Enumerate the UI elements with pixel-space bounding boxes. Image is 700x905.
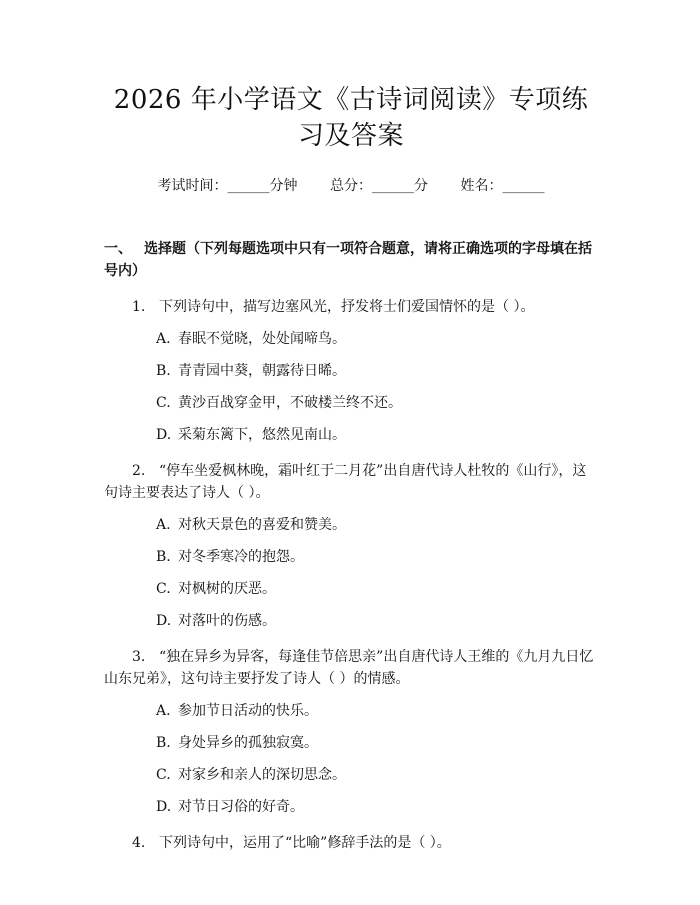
total-score-field: 总分：______分 bbox=[330, 178, 428, 194]
option-text: 参加节日活动的快乐。 bbox=[178, 703, 318, 719]
option-b bbox=[156, 360, 598, 382]
section-heading bbox=[104, 238, 598, 282]
option-letter: D. bbox=[156, 799, 172, 815]
option-letter: C. bbox=[156, 581, 171, 597]
option-letter: A. bbox=[156, 517, 171, 533]
exam-info bbox=[104, 176, 598, 196]
option-letter: A. bbox=[156, 703, 171, 719]
question-3-options bbox=[104, 700, 598, 818]
option-c bbox=[156, 578, 598, 600]
option-letter: C. bbox=[156, 767, 171, 783]
option-text: 采菊东篱下，悠然见南山。 bbox=[178, 427, 346, 443]
option-letter: C. bbox=[156, 395, 171, 411]
option-letter: B. bbox=[156, 363, 171, 379]
question-3 bbox=[104, 646, 598, 690]
option-d bbox=[156, 610, 598, 632]
option-d bbox=[156, 796, 598, 818]
option-d bbox=[156, 424, 598, 446]
option-letter: D. bbox=[156, 427, 172, 443]
section-number: 一、 bbox=[104, 241, 132, 257]
question-number: 4. bbox=[132, 835, 146, 851]
question-number: 3. bbox=[132, 649, 146, 665]
question-text: “停车坐爱枫林晚，霜叶红于二月花”出自唐代诗人杜牧的《山行》，这句诗主要表达了诗人（ ）。 bbox=[104, 463, 587, 501]
option-text: 对枫树的厌恶。 bbox=[178, 581, 276, 597]
option-letter: A. bbox=[156, 331, 171, 347]
option-text: 对落叶的伤感。 bbox=[178, 613, 276, 629]
option-text: 对家乡和亲人的深切思念。 bbox=[178, 767, 346, 783]
option-text: 身处异乡的孤独寂寞。 bbox=[178, 735, 318, 751]
section-heading-text: 选择题（下列每题选项中只有一项符合题意，请将正确选项的字母填在括号内） bbox=[104, 241, 592, 279]
option-letter: D. bbox=[156, 613, 172, 629]
question-2-options bbox=[104, 514, 598, 632]
option-text: 对节日习俗的好奇。 bbox=[178, 799, 304, 815]
name-field: 姓名：______ bbox=[460, 178, 545, 194]
option-a bbox=[156, 328, 598, 350]
option-b bbox=[156, 546, 598, 568]
option-c bbox=[156, 764, 598, 786]
option-text: 青青园中葵，朝露待日晞。 bbox=[178, 363, 346, 379]
question-text: 下列诗句中，描写边塞风光，抒发将士们爱国情怀的是（ ）。 bbox=[159, 299, 535, 315]
question-number: 2. bbox=[132, 463, 146, 479]
question-number: 1. bbox=[132, 299, 146, 315]
question-text: “独在异乡为异客，每逢佳节倍思亲”出自唐代诗人王维的《九月九日忆山东兄弟》，这句诗主要抒发了诗人（ ）的情感。 bbox=[104, 649, 594, 687]
question-1-options bbox=[104, 328, 598, 446]
question-text: 下列诗句中，运用了“比喻”修辞手法的是（ ）。 bbox=[159, 835, 451, 851]
option-a bbox=[156, 514, 598, 536]
question-2 bbox=[104, 460, 598, 504]
question-4 bbox=[104, 832, 598, 854]
question-1 bbox=[104, 296, 598, 318]
page-title: 2026 年小学语文《古诗词阅读》专项练习及答案 bbox=[113, 85, 589, 151]
option-a bbox=[156, 700, 598, 722]
option-letter: B. bbox=[156, 735, 171, 751]
option-text: 黄沙百战穿金甲，不破楼兰终不还。 bbox=[178, 395, 402, 411]
option-b bbox=[156, 732, 598, 754]
option-letter: B. bbox=[156, 549, 171, 565]
exam-time-field: 考试时间：______分钟 bbox=[157, 178, 298, 194]
option-text: 对秋天景色的喜爱和赞美。 bbox=[178, 517, 346, 533]
option-text: 春眠不觉晓，处处闻啼鸟。 bbox=[178, 331, 346, 347]
option-text: 对冬季寒冷的抱怨。 bbox=[178, 549, 304, 565]
option-c bbox=[156, 392, 598, 414]
